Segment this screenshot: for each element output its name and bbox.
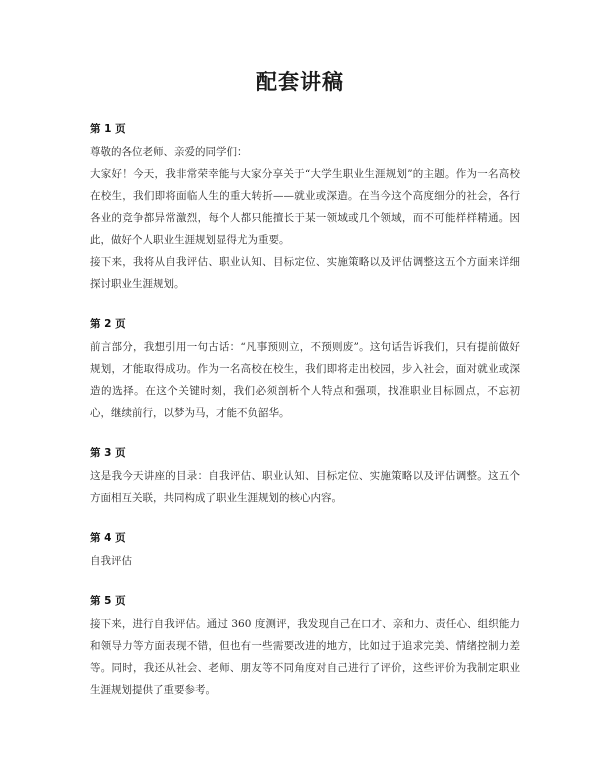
preface-paragraph: 前言部分，我想引用一句古话：“凡事预则立，不预则废”。这句话告诉我们，只有提前做好规划，才能取得成功。作为一名高校在校生，我们即将走出校园，步入社会，面对就业或深造的选择。在这个关键时刻，我们必须剖析个人特点和强项，找准职业目标圆点，不忘初心，继续前行，以梦为马，才能不负韶华。 bbox=[90, 341, 520, 419]
section-heading-5: 第 5 页 bbox=[90, 595, 126, 607]
self-assessment-paragraph: 接下来，进行自我评估。通过 360 度测评，我发现自己在口才、亲和力、责任心、组织能力和领导力等方面表现不错，但也有一些需要改进的地方，比如过于追求完美、情绪控制力差等。同时，我还从社会、老师、朋友等不同角度对自己进行了评价，这些评价为我制定职业生涯规划提供了重要参考。 bbox=[90, 618, 520, 696]
page-section-1 bbox=[90, 121, 520, 295]
page-section-2 bbox=[90, 316, 520, 424]
overview-paragraph: 接下来，我将从自我评估、职业认知、目标定位、实施策略以及评估调整这五个方面来详细探讨职业生涯规划。 bbox=[90, 256, 520, 290]
intro-paragraph: 大家好！今天，我非常荣幸能与大家分享关于“大学生职业生涯规划”的主题。作为一名高校在校生，我们即将面临人生的重大转折——就业或深造。在当今这个高度细分的社会，各行各业的竞争都异常激烈，每个人都只能擅长于某一领域或几个领域，而不可能样样精通。因此，做好个人职业生涯规划显得尤为重要。 bbox=[90, 168, 520, 246]
section-heading-1: 第 1 页 bbox=[90, 123, 126, 135]
document-title: 配套讲稿 bbox=[256, 70, 344, 94]
contents-paragraph: 这是我今天讲座的目录：自我评估、职业认知、目标定位、实施策略以及评估调整。这五个方面相互关联，共同构成了职业生涯规划的核心内容。 bbox=[90, 470, 520, 504]
page-section-4 bbox=[90, 530, 520, 572]
section-heading-3: 第 3 页 bbox=[90, 447, 126, 459]
greeting-paragraph: 尊敬的各位老师、亲爱的同学们： bbox=[90, 146, 248, 158]
page-section-3 bbox=[90, 445, 520, 509]
section-heading-2: 第 2 页 bbox=[90, 318, 126, 330]
section-heading-4: 第 4 页 bbox=[90, 532, 126, 544]
page-section-5 bbox=[90, 593, 520, 701]
self-assessment-title: 自我评估 bbox=[90, 555, 132, 567]
